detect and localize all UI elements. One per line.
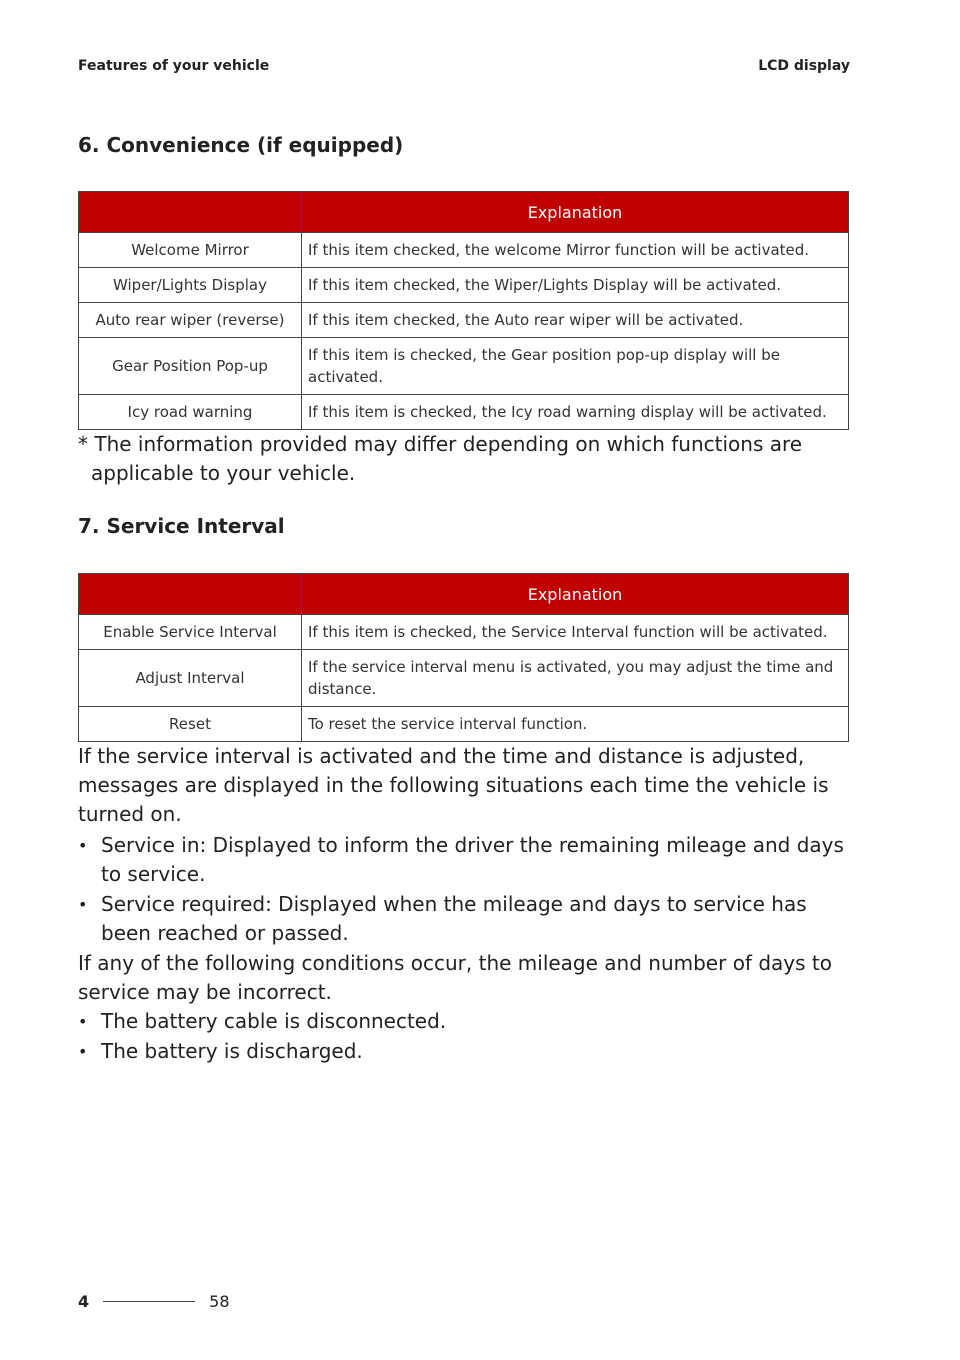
item-explanation: If this item is checked, the Icy road warning display will be activated.	[302, 395, 849, 430]
item-name: Enable Service Interval	[79, 615, 302, 650]
list-item: • Service in: Displayed to inform the driver the remaining mileage and days to service.	[78, 831, 853, 889]
table-row	[79, 395, 849, 430]
service-interval-paragraph: If the service interval is activated and the time and distance is adjusted, messages are displayed in the following situations each time the vehicle is turned on.	[78, 744, 829, 826]
header-cell-item	[79, 574, 302, 615]
item-explanation: If the service interval menu is activated, you may adjust the time and distance.	[302, 650, 849, 707]
header-section-title: LCD display	[758, 58, 850, 74]
incorrect-conditions-paragraph: If any of the following conditions occur, the mileage and number of days to service may be incorrect.	[78, 951, 832, 1004]
item-explanation: If this item checked, the Wiper/Lights Display will be activated.	[302, 268, 849, 303]
item-name: Welcome Mirror	[79, 233, 302, 268]
item-name: Auto rear wiper (reverse)	[79, 303, 302, 338]
table-header-row	[79, 192, 849, 233]
table-row	[79, 268, 849, 303]
convenience-table	[78, 191, 849, 430]
item-name: Icy road warning	[79, 395, 302, 430]
service-message-list	[78, 831, 853, 948]
item-explanation: If this item is checked, the Gear position pop-up display will be activated.	[302, 338, 849, 395]
conditions-list	[78, 1007, 853, 1066]
page-header	[78, 58, 850, 74]
table-row	[79, 650, 849, 707]
item-name: Adjust Interval	[79, 650, 302, 707]
item-explanation: To reset the service interval function.	[302, 707, 849, 742]
service-interval-table	[78, 573, 849, 742]
page-number: 58	[209, 1292, 230, 1311]
service-interval-body	[78, 742, 853, 1067]
list-item: • The battery cable is disconnected.	[78, 1007, 853, 1036]
item-explanation: If this item checked, the welcome Mirror function will be activated.	[302, 233, 849, 268]
item-name: Gear Position Pop-up	[79, 338, 302, 395]
table-row	[79, 303, 849, 338]
table-header-row	[79, 574, 849, 615]
item-name: Wiper/Lights Display	[79, 268, 302, 303]
table-row	[79, 338, 849, 395]
footer-divider	[103, 1301, 195, 1302]
chapter-number: 4	[78, 1292, 90, 1311]
item-name: Reset	[79, 707, 302, 742]
section-6-title: 6. Convenience (if equipped)	[78, 133, 404, 157]
section-7-title: 7. Service Interval	[78, 514, 285, 538]
table-row	[79, 707, 849, 742]
page-footer	[78, 1292, 230, 1311]
header-chapter-title: Features of your vehicle	[78, 58, 270, 74]
list-item: • The battery is discharged.	[78, 1037, 853, 1066]
header-cell-explanation: Explanation	[302, 192, 849, 233]
item-explanation: If this item checked, the Auto rear wiper will be activated.	[302, 303, 849, 338]
applicability-note: * The information provided may differ depending on which functions are applicable to your vehicle.	[78, 432, 803, 485]
list-item: • Service required: Displayed when the mileage and days to service has been reached or passed.	[78, 890, 853, 948]
item-explanation: If this item is checked, the Service Interval function will be activated.	[302, 615, 849, 650]
header-cell-item	[79, 192, 302, 233]
header-cell-explanation: Explanation	[302, 574, 849, 615]
table-row	[79, 615, 849, 650]
table-row	[79, 233, 849, 268]
